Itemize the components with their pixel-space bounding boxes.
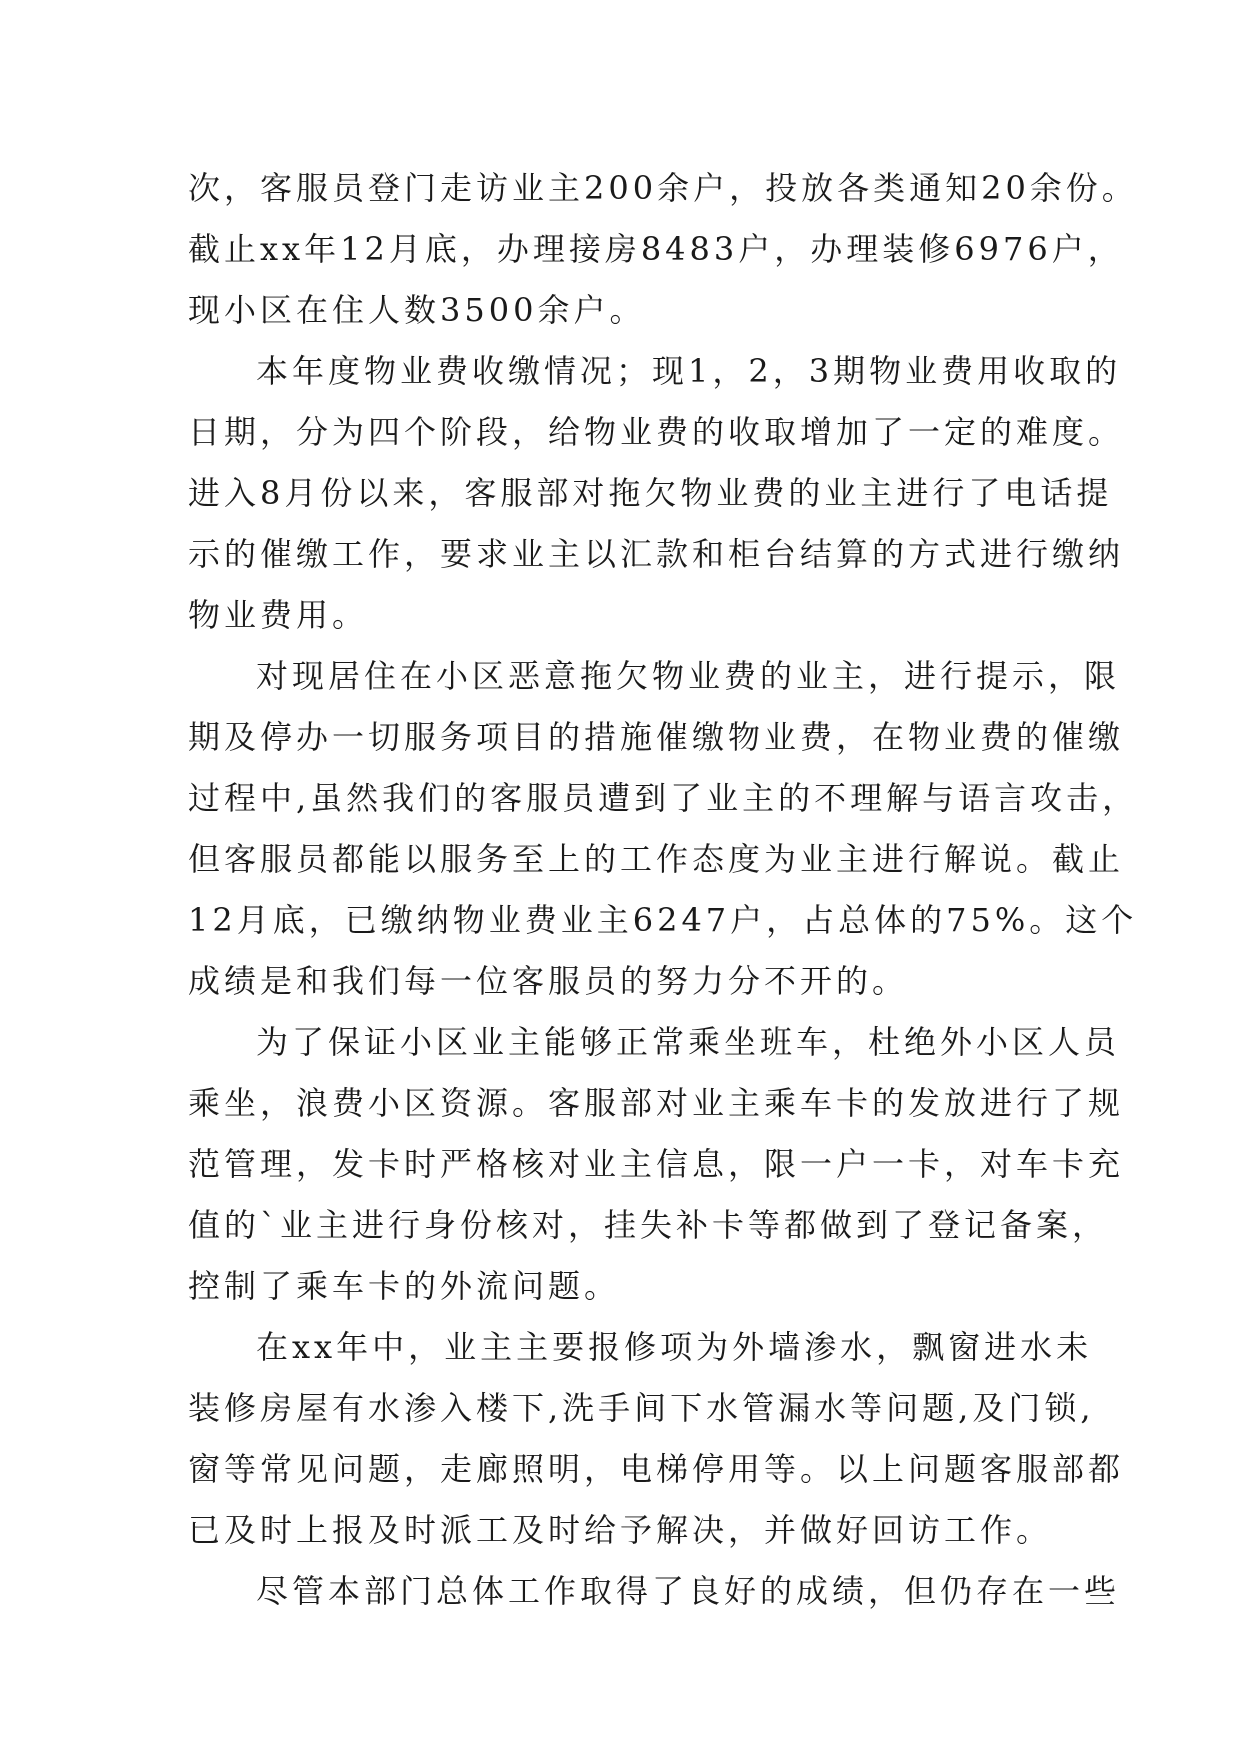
document-body — [188, 158, 1139, 1622]
text-line: 已及时上报及时派工及时给予解决，并做好回访工作。 — [188, 1511, 1053, 1549]
text-line: 日期，分为四个阶段，给物业费的收取增加了一定的难度。 — [188, 413, 1125, 451]
text-line: 12月底，已缴纳物业费业主6247户，占总体的75%。这个 — [188, 901, 1138, 939]
text-line: 为了保证小区业主能够正常乘坐班车，杜绝外小区人员 — [256, 1023, 1121, 1061]
text-line: 示的催缴工作，要求业主以汇款和柜台结算的方式进行缴纳 — [188, 535, 1125, 573]
text-line: 在xx年中，业主主要报修项为外墙渗水，飘窗进水未 — [256, 1328, 1093, 1366]
text-line: 现小区在住人数3500余户。 — [188, 291, 646, 329]
text-line: 本年度物业费收缴情况；现1，2，3期物业费用收取的 — [256, 352, 1122, 390]
text-line: 装修房屋有水渗入楼下,洗手间下水管漏水等问题,及门锁, — [188, 1389, 1095, 1427]
text-line: 期及停办一切服务项目的措施催缴物业费，在物业费的催缴 — [188, 718, 1125, 756]
text-line: 但客服员都能以服务至上的工作态度为业主进行解说。截止 — [188, 840, 1125, 878]
text-line: 进入8月份以来，客服部对拖欠物业费的业主进行了电话提 — [188, 474, 1113, 512]
text-line: 尽管本部门总体工作取得了良好的成绩，但仍存在一些 — [256, 1572, 1121, 1610]
text-line: 范管理，发卡时严格核对业主信息，限一户一卡，对车卡充 — [188, 1145, 1125, 1183]
text-line: 乘坐，浪费小区资源。客服部对业主乘车卡的发放进行了规 — [188, 1084, 1125, 1122]
text-line: 截止xx年12月底，办理接房8483户，办理装修6976户， — [188, 230, 1124, 268]
text-line: 成绩是和我们每一位客服员的努力分不开的。 — [188, 962, 909, 1000]
text-line: 窗等常见问题，走廊照明，电梯停用等。以上问题客服部都 — [188, 1450, 1125, 1488]
text-line: 值的`业主进行身份核对，挂失补卡等都做到了登记备案， — [188, 1206, 1109, 1244]
text-line: 次，客服员登门走访业主200余户，投放各类通知20余份。 — [188, 169, 1138, 207]
text-line: 对现居住在小区恶意拖欠物业费的业主，进行提示，限 — [256, 657, 1121, 695]
text-line: 物业费用。 — [188, 596, 369, 634]
text-line: 过程中,虽然我们的客服员遭到了业主的不理解与语言攻击， — [188, 779, 1139, 817]
text-line: 控制了乘车卡的外流问题。 — [188, 1267, 621, 1305]
